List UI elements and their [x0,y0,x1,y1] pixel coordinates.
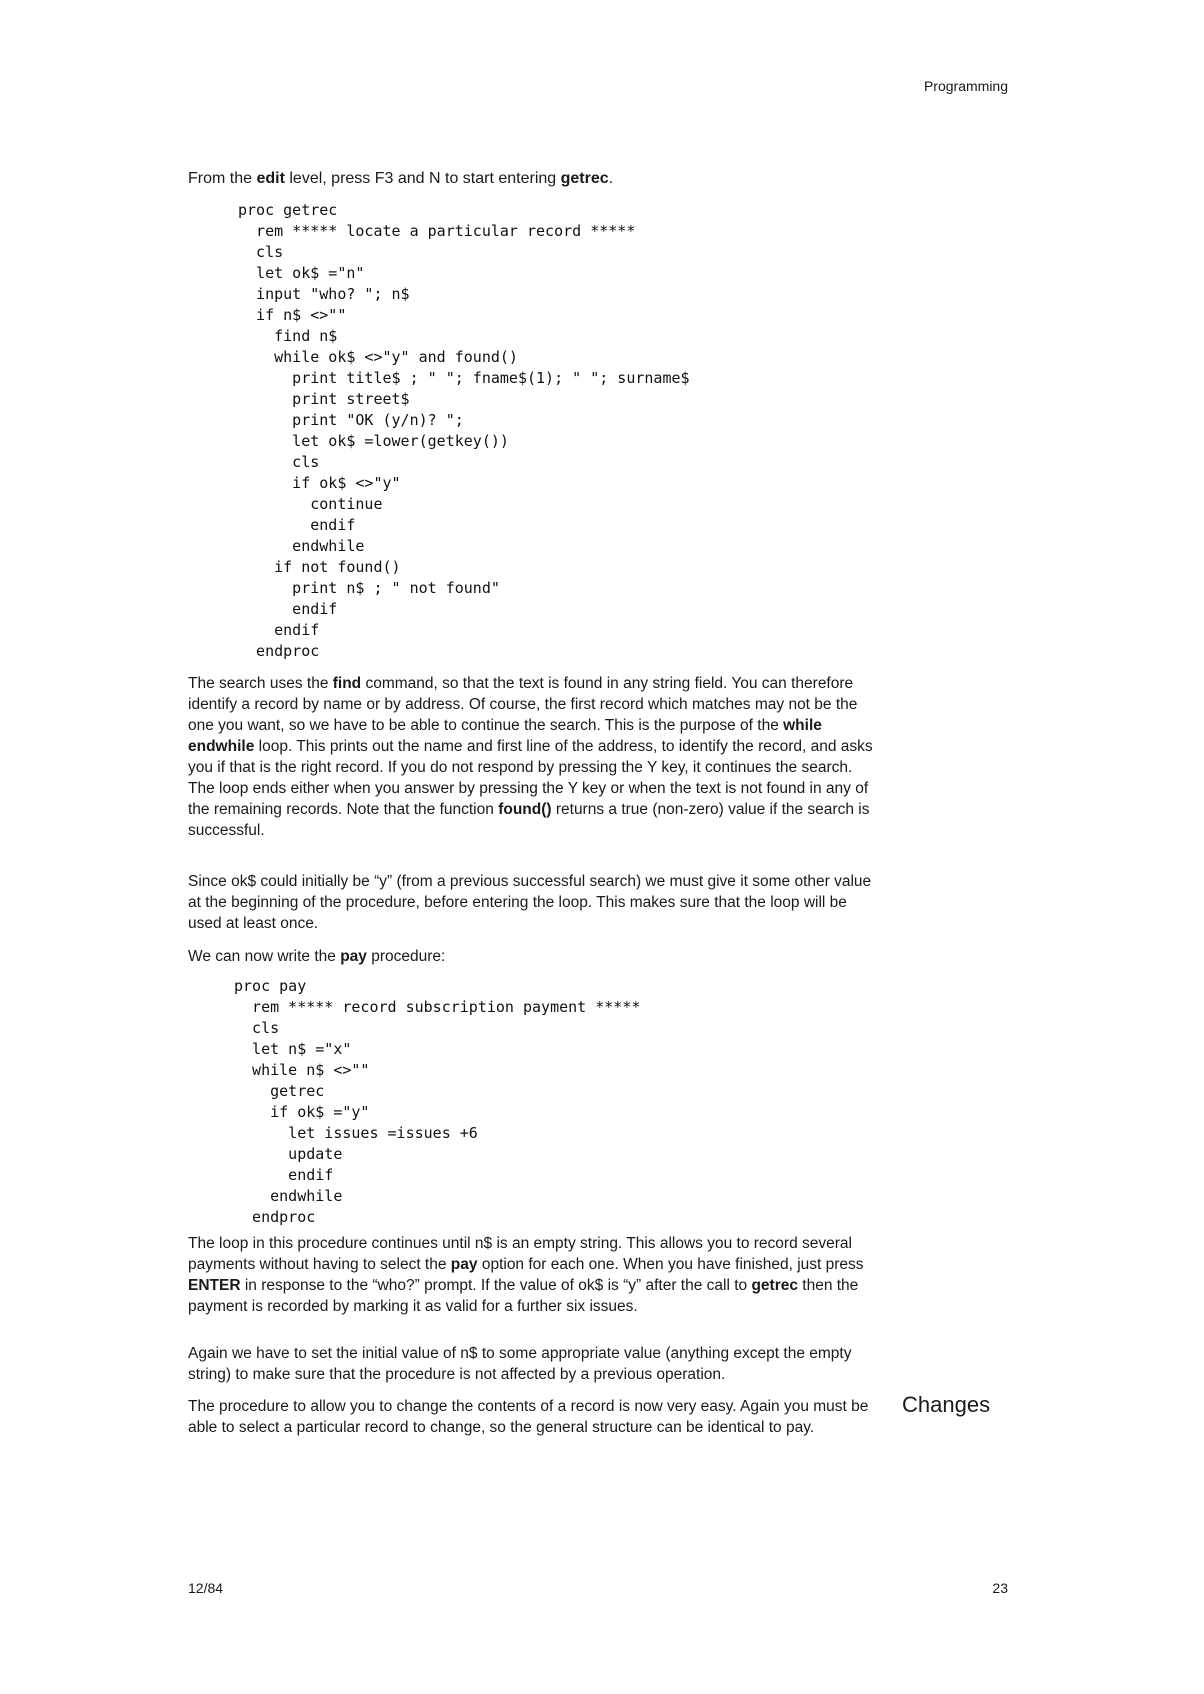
side-heading-changes: Changes [902,1392,991,1417]
page-number: 23 [992,1580,1008,1596]
paragraph-search-explanation: The search uses the find command, so that the text is found in any string field. You can therefore identify a record by name or by address. Of course, the first record which matches may not be the one you want, so we have to be able to continue the search. This is the purpose of the while endwhile loop. This prints out the name and first line of the address, to identify the record, and asks you if that is the right record. If you do not respond by pressing the Y key, it continues the search. The loop ends either when you answer by pressing the Y key or when the text is not found in any of the remaining records. Note that the function found() returns a true (non-zero) value if the search is successful. [188,675,873,839]
paragraph-pay-explanation: The loop in this procedure continues until n$ is an empty string. This allows you to record several payments without having to select the pay option for each one. When you have finished, just press ENTER in response to the “who?” prompt. If the value of ok$ is “y” after the call to getrec then the payment is recorded by marking it as valid for a further six issues. [188,1235,864,1315]
paragraph-pay-intro: We can now write the pay procedure: [188,948,446,965]
footer-date: 12/84 [188,1580,224,1596]
intro-instruction: From the edit level, press F3 and N to start entering getrec. [188,170,614,187]
paragraph-changes: The procedure to allow you to change the contents of a record is now very easy. Again you must be able to select a particular record to change, so the general structure can be identical to pay. [188,1398,869,1436]
paragraph-initial-value: Since ok$ could initially be “y” (from a previous successful search) we must give it some other value at the beginning of the procedure, before entering the loop. This makes sure that the loop will be used at least once. [188,873,872,932]
running-header: Programming [923,78,1008,94]
code-listing-getrec: proc getrec rem ***** locate a particular record ***** cls let ok$ ="n" input "who? "; n$ if n$ <>"" find n$ while ok$ <>"y" and found() print title$ ; " "; fname$(1); " "; surname$ print street$ print "OK (y/n)? "; let ok$ =lower(getkey()) cls if ok$ <>"y" continue endif endwhile if not found() print n$ ; " not found" endif endif endproc [238,201,690,660]
paragraph-initial-n: Again we have to set the initial value of n$ to some appropriate value (anything except the empty string) to make sure that the procedure is not affected by a previous operation. [188,1345,852,1383]
code-listing-pay: proc pay rem ***** record subscription payment ***** cls let n$ ="x" while n$ <>"" getrec if ok$ ="y" let issues =issues +6 update endif endwhile endproc [234,977,641,1226]
